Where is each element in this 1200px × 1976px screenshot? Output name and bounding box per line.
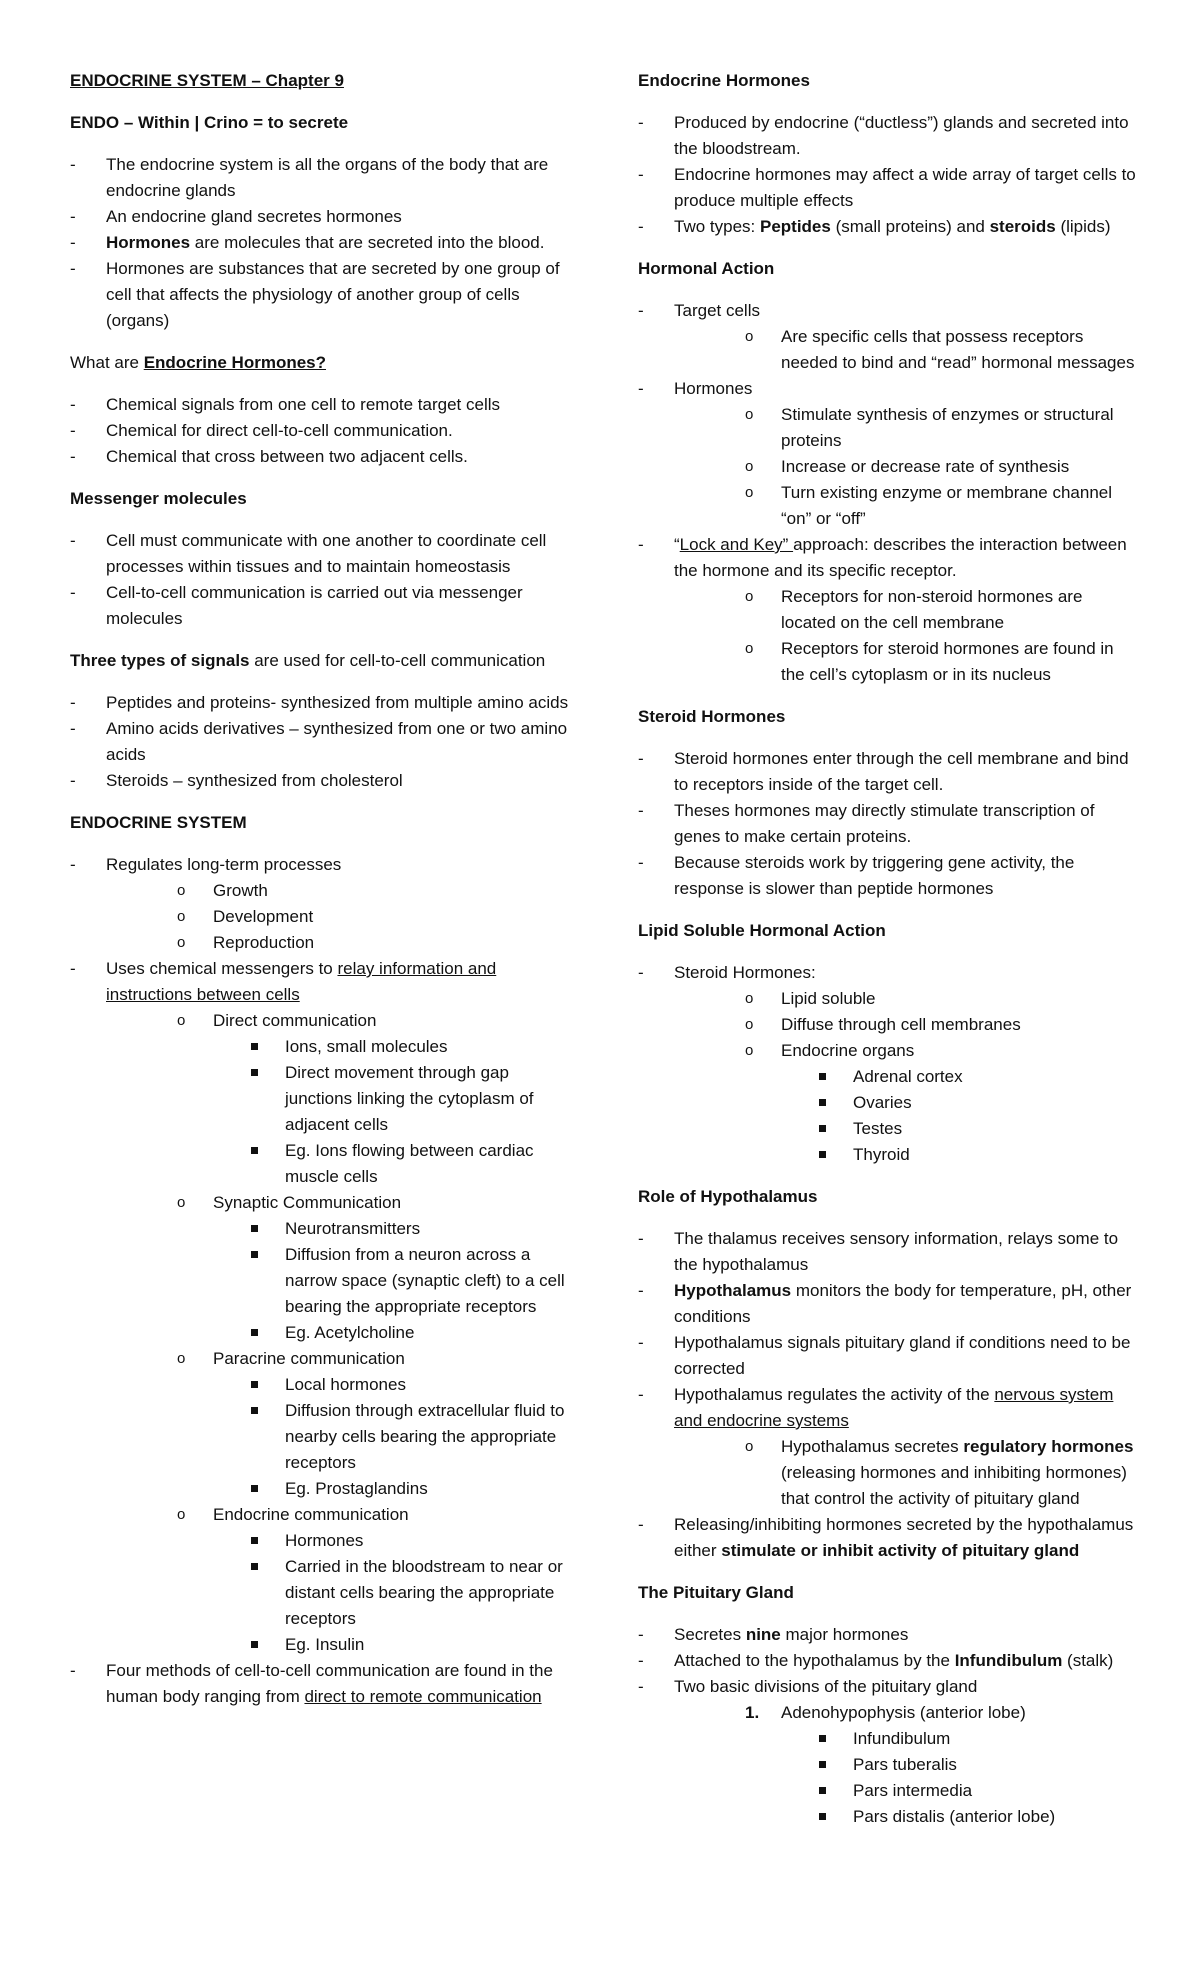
sub-item: o Hypothalamus secretes regulatory hormones (releasing hormones and inhibiting hormones) that control the activity of pituitary gland [745, 1437, 1134, 1508]
steroid-hormones-list [638, 746, 1138, 902]
list-item: - Steroids – synthesized from cholesterol [70, 771, 403, 790]
list-item: - Secretes nine major hormones [638, 1625, 909, 1644]
signals-heading: Three types of signals are used for cell-to-cell communication [70, 651, 546, 670]
list-item: - Chemical for direct cell-to-cell communication. [70, 421, 453, 440]
list-item: - Steroid Hormones: o Lipid soluble o Diffuse through cell membranes o Endocrine organs Adrenal cortex Ovaries Testes Thyroid [638, 960, 1138, 1168]
sub-item: o Stimulate synthesis of enzymes or structural proteins [745, 405, 1114, 450]
messenger-heading: Messenger molecules [70, 489, 247, 508]
comm-detail: Eg. Prostaglandins [249, 1476, 570, 1502]
list-item: - Theses hormones may directly stimulate transcription of genes to make certain proteins. [638, 801, 1095, 846]
sub-item: o Reproduction [177, 933, 315, 952]
list-item: - Hypothalamus monitors the body for temperature, pH, other conditions [638, 1281, 1132, 1326]
list-item: - An endocrine gland secretes hormones [70, 207, 402, 226]
sub-item: o Turn existing enzyme or membrane channel “on” or “off” [745, 483, 1113, 528]
sub-item: o Endocrine organs Adrenal cortex Ovaries Testes Thyroid [745, 1038, 1138, 1168]
list-item: - Two basic divisions of the pituitary gland 1. Adenohypophysis (anterior lobe) Infundibulum Pars tuberalis Pars intermedia Pars distalis (anterior lobe) [638, 1674, 1138, 1830]
list-item: - The endocrine system is all the organs of the body that are endocrine glands [70, 155, 549, 200]
left-column [70, 68, 570, 1726]
sub-item: o Development [177, 907, 314, 926]
comm-type: o Endocrine communication Hormones Carried in the bloodstream to near or distant cells bearing the appropriate receptors Eg. Insulin [177, 1502, 570, 1658]
comm-detail: Eg. Acetylcholine [249, 1320, 570, 1346]
list-item: - Two types: Peptides (small proteins) and steroids (lipids) [638, 217, 1111, 236]
list-item: - Hypothalamus regulates the activity of the nervous system and endocrine systems o Hypothalamus secretes regulatory hormones (releasing hormones and inhibiting hormones) that control the activity of pituitary gland [638, 1382, 1138, 1512]
organ-item: Thyroid [817, 1142, 1138, 1168]
what-are-heading: What are Endocrine Hormones? [70, 353, 327, 372]
part-item: Pars distalis (anterior lobe) [817, 1804, 1138, 1830]
list-item: - Amino acids derivatives – synthesized from one or two amino acids [70, 719, 568, 764]
what-are-list [70, 392, 570, 470]
list-item: - Hormones are substances that are secreted by one group of cell that affects the physiology of another group of cells (organs) [70, 259, 560, 330]
part-item: Infundibulum [817, 1726, 1138, 1752]
communication-types [106, 1008, 570, 1658]
endocrine-system-list [70, 852, 570, 1710]
pituitary-list [638, 1622, 1138, 1830]
list-item: - “Lock and Key” approach: describes the interaction between the hormone and its specific receptor. o Receptors for non-steroid hormones are located on the cell membrane o Receptors for steroid hormones are found in the cell’s cytoplasm or in its nucleus [638, 532, 1138, 688]
signals-list [70, 690, 570, 794]
comm-type: o Direct communication Ions, small molecules Direct movement through gap junctions linking the cytoplasm of adjacent cells Eg. Ions flowing between cardiac muscle cells [177, 1008, 570, 1190]
sub-item: o Increase or decrease rate of synthesis [745, 457, 1070, 476]
endo-definition: ENDO – Within | Crino = to secrete [70, 113, 349, 132]
list-item: - Chemical signals from one cell to remote target cells [70, 395, 500, 414]
list-item: - Hormones o Stimulate synthesis of enzymes or structural proteins o Increase or decrease rate of synthesis o Turn existing enzyme or membrane channel “on” or “off” [638, 376, 1138, 532]
list-item: - Peptides and proteins- synthesized from multiple amino acids [70, 693, 569, 712]
sub-item: o Growth [177, 881, 268, 900]
lipid-soluble-heading: Lipid Soluble Hormonal Action [638, 921, 886, 940]
sub-item: o Receptors for steroid hormones are found in the cell’s cytoplasm or in its nucleus [745, 639, 1114, 684]
comm-detail: Hormones [249, 1528, 570, 1554]
comm-detail: Local hormones [249, 1372, 570, 1398]
hypothalamus-heading: Role of Hypothalamus [638, 1187, 818, 1206]
comm-detail: Neurotransmitters [249, 1216, 570, 1242]
comm-detail: Eg. Ions flowing between cardiac muscle cells [249, 1138, 570, 1190]
list-item: - Attached to the hypothalamus by the Infundibulum (stalk) [638, 1651, 1114, 1670]
sub-item: o Receptors for non-steroid hormones are located on the cell membrane [745, 587, 1083, 632]
list-item: - Steroid hormones enter through the cell membrane and bind to receptors inside of the target cell. [638, 749, 1129, 794]
intro-list [70, 152, 570, 334]
list-item: - Cell-to-cell communication is carried out via messenger molecules [70, 583, 523, 628]
list-item: - Cell must communicate with one another to coordinate cell processes within tissues and to maintain homeostasis [70, 531, 547, 576]
chapter-title: ENDOCRINE SYSTEM – Chapter 9 [70, 71, 344, 90]
sub-item: o Diffuse through cell membranes [745, 1015, 1021, 1034]
list-item: - Endocrine hormones may affect a wide array of target cells to produce multiple effects [638, 165, 1136, 210]
endocrine-hormones-heading: Endocrine Hormones [638, 71, 810, 90]
pituitary-heading: The Pituitary Gland [638, 1583, 794, 1602]
right-column [638, 68, 1138, 1846]
endocrine-hormones-list [638, 110, 1138, 240]
comm-detail: Ions, small molecules [249, 1034, 570, 1060]
comm-detail: Diffusion from a neuron across a narrow space (synaptic cleft) to a cell bearing the appropriate receptors [249, 1242, 570, 1320]
comm-detail: Diffusion through extracellular fluid to nearby cells bearing the appropriate receptors [249, 1398, 570, 1476]
list-item: - Four methods of cell-to-cell communication are found in the human body ranging from direct to remote communication [70, 1661, 553, 1706]
messenger-list [70, 528, 570, 632]
list-item: - Uses chemical messengers to relay information and instructions between cells o Direct communication Ions, small molecules Direct movement through gap junctions linking the cytoplasm of adjacent cells Eg. Ions flowing between cardiac muscle cells o Synaptic Communication Neurotransmitters Diffusion from a neuron across a narrow space (synaptic cleft) to a cell bearing the appropriate receptors Eg. Acetylcholine o Paracrine communication Local hormones Diffusion through extracellular fluid to nearby cells bearing the appropriate receptors Eg. Prostaglandins o Endocrine communication Hormones Carried in the bloodstream to near or distant cells bearing the appropriate receptors Eg. Insulin [70, 956, 570, 1658]
steroid-hormones-heading: Steroid Hormones [638, 707, 786, 726]
sub-item: o Are specific cells that possess receptors needed to bind and “read” hormonal messages [745, 327, 1135, 372]
hypothalamus-list [638, 1226, 1138, 1564]
organ-item: Testes [817, 1116, 1138, 1142]
regulates-sublist [106, 878, 570, 956]
part-item: Pars intermedia [817, 1778, 1138, 1804]
list-item: - Target cells o Are specific cells that possess receptors needed to bind and “read” hormonal messages [638, 298, 1138, 376]
comm-detail: Direct movement through gap junctions linking the cytoplasm of adjacent cells [249, 1060, 570, 1138]
list-item: - Releasing/inhibiting hormones secreted by the hypothalamus either stimulate or inhibit activity of pituitary gland [638, 1515, 1134, 1560]
comm-type: o Synaptic Communication Neurotransmitters Diffusion from a neuron across a narrow space (synaptic cleft) to a cell bearing the appropriate receptors Eg. Acetylcholine [177, 1190, 570, 1346]
comm-detail: Carried in the bloodstream to near or distant cells bearing the appropriate receptors [249, 1554, 570, 1632]
organ-item: Ovaries [817, 1090, 1138, 1116]
list-item: - Hypothalamus signals pituitary gland if conditions need to be corrected [638, 1333, 1131, 1378]
endocrine-system-heading: ENDOCRINE SYSTEM [70, 813, 247, 832]
comm-type: o Paracrine communication Local hormones Diffusion through extracellular fluid to nearby cells bearing the appropriate receptors Eg. Prostaglandins [177, 1346, 570, 1502]
lipid-soluble-list [638, 960, 1138, 1168]
numbered-item: 1. Adenohypophysis (anterior lobe) Infundibulum Pars tuberalis Pars intermedia Pars distalis (anterior lobe) [745, 1700, 1138, 1830]
organ-item: Adrenal cortex [817, 1064, 1138, 1090]
list-item: - The thalamus receives sensory information, relays some to the hypothalamus [638, 1229, 1119, 1274]
hormonal-action-list [638, 298, 1138, 688]
sub-item: o Lipid soluble [745, 989, 876, 1008]
list-item: - Regulates long-term processes o Growth o Development o Reproduction [70, 852, 570, 956]
list-item: - Chemical that cross between two adjacent cells. [70, 447, 468, 466]
hormonal-action-heading: Hormonal Action [638, 259, 775, 278]
comm-detail: Eg. Insulin [249, 1632, 570, 1658]
list-item: - Hormones are molecules that are secreted into the blood. [70, 233, 545, 252]
list-item: - Because steroids work by triggering gene activity, the response is slower than peptide hormones [638, 853, 1075, 898]
list-item: - Produced by endocrine (“ductless”) glands and secreted into the bloodstream. [638, 113, 1129, 158]
part-item: Pars tuberalis [817, 1752, 1138, 1778]
